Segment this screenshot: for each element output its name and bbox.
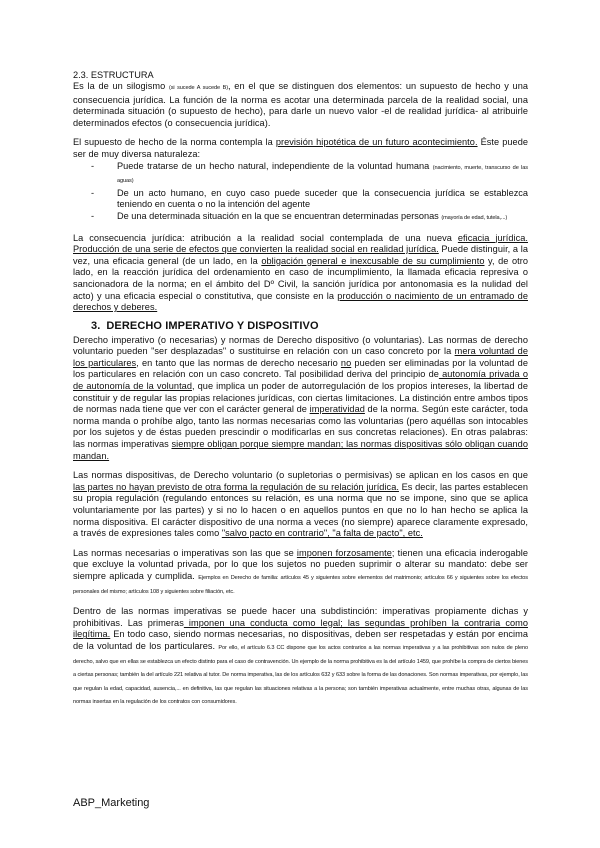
paragraph-normas-necesarias: Las normas necesarias o imperativas son las que se imponen forzosamente; tienen una eficacia inderogable que excluye la voluntad privada, por lo que los sujetos no pueden suprimir o alterar su mandato: debe ser siempre aplicada y cumplida. Ejemplos en Derecho de familia: artículos 45 y siguientes sobre elementos del matrimonio; artículos 66 y siguientes sobre los efectos personales del mismo; artículos 108 y siguientes sobre filiación, etc. xyxy=(73,547,528,595)
paragraph-derecho-imperativo: Derecho imperativo (o necesarias) y normas de Derecho dispositivo (o voluntarias). Las normas de derecho voluntario pueden "ser desplazadas" o sustituirse en relación con un caso concreto por la mera voluntad de los particulares, en tanto que las normas de derecho necesario no pueden ser eliminadas por la voluntad de los particulares en relación con un caso concreto. Tal posibilidad deriva del principio de autonomía privada o de autonomía de la voluntad, que implica un poder de autorregulación de los propios intereses, la libertad de constituir y de regular las propias relaciones jurídicas, con ciertas limitaciones. La distinción entre ambos tipos de normas nada tiene que ver con el carácter general de imperatividad de la norma. Según este carácter, toda norma manda o prohíbe algo, tanto las normas necesarias como las voluntarias (pero aquéllas son intocables por los sujetos y de éstas pueden prescindir o modificarlas en sus concretas relaciones). En otras palabras: las normas imperativas siempre obligan porque siempre mandan; las normas dispositivas sólo obligan cuando mandan. xyxy=(73,334,528,461)
paragraph-silogismo: Es la de un silogismo (si sucede A sucede B), en el que se distinguen dos elementos: un supuesto de hecho y una consecuencia jurídica. La función de la norma es acotar una determinada parcela de la realidad social, una determinada situación (o supuesto de hecho), para darle un nuevo valor -el de realidad jurídica- al atribuirle determinados efectos (o consecuencia jurídica). xyxy=(73,81,529,128)
paragraph-supuesto-de-hecho: El supuesto de hecho de la norma contempla la previsión hipotética de un futuro acontecimiento. Éste puede ser de muy diversa naturaleza: xyxy=(73,137,529,159)
paragraph-consecuencia-juridica: La consecuencia jurídica: atribución a la realidad social contemplada de una nueva eficacia jurídica. Producción de una serie de efectos que convierten la realidad social en realidad jurídica. Puede distinguir, a la vez, una eficacia general (de un lado, en la obligación general e inexcusable de su cumplimiento y, de otro lado, en la reacción jurídica del ordenamiento en caso de incumplimiento, la llamada eficacia represiva o sancionadora de la norma; en el ámbito del Dº Civil, la sanción jurídica por antonomasia es la nulidad del acto) y una eficacia especial o constitutiva, que consiste en la producción o nacimiento de un entramado de derechos y deberes. xyxy=(73,232,528,313)
paragraph-normas-dispositivas: Las normas dispositivas, de Derecho voluntario (o supletorias o permisivas) se aplican en los casos en que las partes no hayan previsto de otra forma la regulación de su relación jurídica. Es decir, las partes establecen su propia regulación (regulando entonces su relación, es una norma que no se impone, sino que se aplica voluntariamente por las partes) y si no lo hacen o en aquellos puntos en que no lo han hecho se aplica la norma dispositiva. El carácter dispositivo de una norma a veces (no siempre) aparece claramente expresado, a través de expresiones tales como "salvo pacto en contrario", "a falta de pacto", etc. xyxy=(73,470,528,539)
paragraph-subdistincion: Dentro de las normas imperativas se puede hacer una subdistinción: imperativas propiamente dichas y prohibitivas. Las primeras imponen una conducta como legal; las segundas prohíben la contraria como ilegítima. En todo caso, siendo normas necesarias, no dispositivas, deben ser respetadas y están por encima de la voluntad de los particulares. Por ello, el artículo 6.3 CC dispone que los actos contrarios a las normas imperativas y a las prohibitivas son nulos de pleno derecho, salvo que en ellas se establezca un efecto distinto para el caso de contravención. Un ejemplo de la norma prohibitiva es la del artículo 1459, que prohíbe la compra de ciertos bienes a ciertas personas; también la del artículo 221 relativa al tutor. De norma imperativa, las de los artículos 632 y 633 sobre la forma de las donaciones. Son normas imperativas, por ejemplo, las que regulan la edad, capacidad, ausencia,... en definitiva, las que regulan las situaciones relativas a la persona; son también imperativas actualmente, entre muchas otras, algunas de las normas insertas en la regulación de los contratos con consumidores. xyxy=(73,606,528,706)
nature-list xyxy=(73,161,528,225)
note-small: (si sucede A sucede B) xyxy=(168,85,229,91)
section-heading-estructura: 2.3. ESTRUCTURA xyxy=(73,70,154,80)
list-item: - De una determinada situación en la que se encuentran determinadas personas (mayoría de edad, tutela,...) xyxy=(91,210,508,221)
list-item: - Puede tratarse de un hecho natural, independiente de la voluntad humana (nacimiento, muerte, transcurso de las aguas) xyxy=(91,160,528,185)
page-footer: ABP_Marketing xyxy=(73,797,150,809)
list-item: - De un acto humano, en cuyo caso puede suceder que la consecuencia jurídica se establezca teniendo en cuenta o no la intención del agente xyxy=(91,187,528,210)
section-heading-derecho-imperativo: 3. DERECHO IMPERATIVO Y DISPOSITIVO xyxy=(91,319,319,332)
page-content xyxy=(73,70,528,709)
